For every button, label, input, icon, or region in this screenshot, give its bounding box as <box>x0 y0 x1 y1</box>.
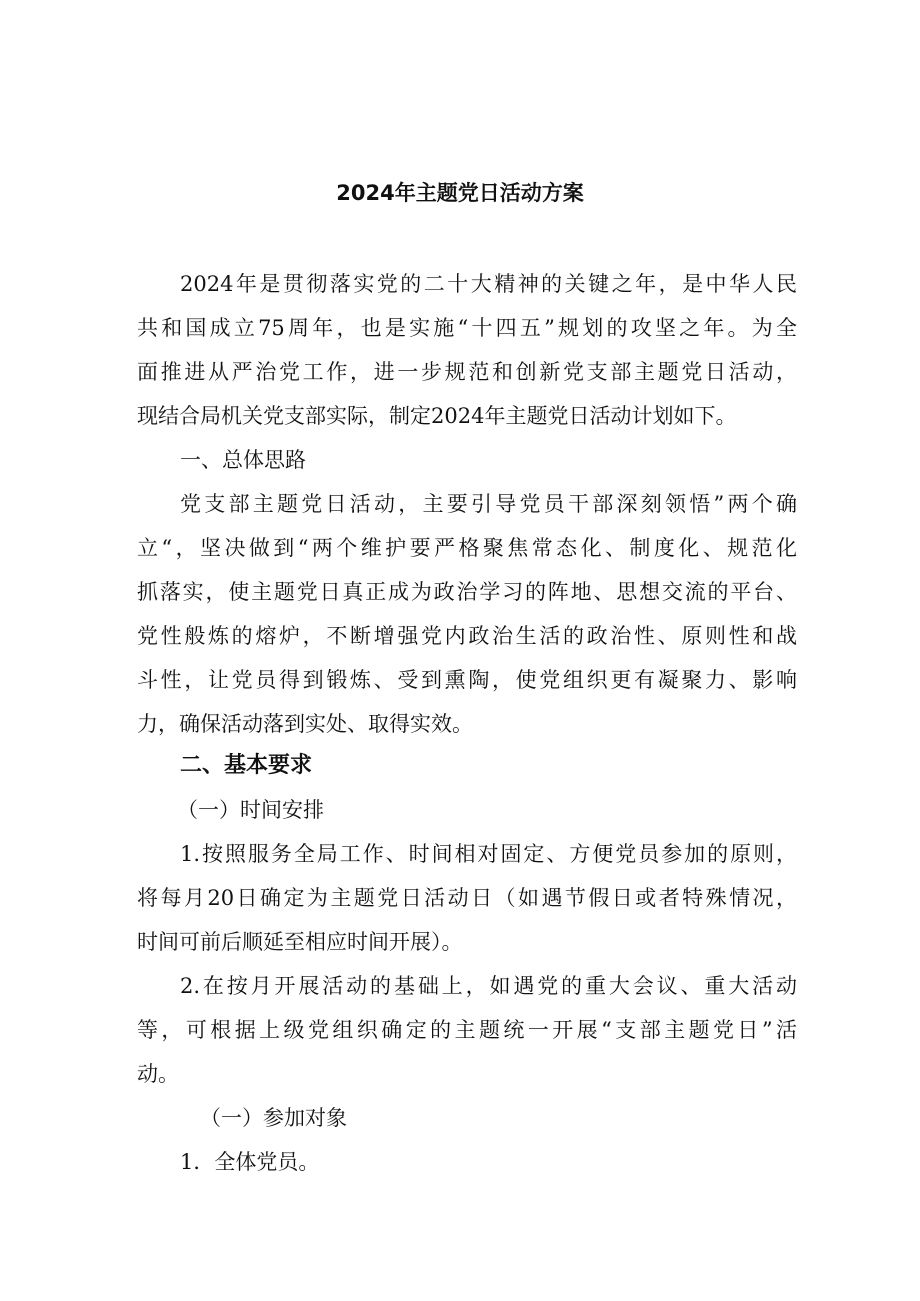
item2-line-2: 等，可根据上级党组织确定的主题统一开展“支部主题党日”活 <box>137 1018 797 1042</box>
item2-line-3: 动。 <box>137 1062 179 1086</box>
item2-line-1: 2.在按月开展活动的基础上，如遇党的重大会议、重大活动 <box>180 974 797 998</box>
sub2-heading: （一）参加对象 <box>200 1106 347 1130</box>
document-title: 2024年主题党日活动方案 <box>336 181 584 205</box>
item1-line-1: 1.按照服务全局工作、时间相对固定、方便党员参加的原则， <box>180 842 797 866</box>
section1-line-3: 抓落实，使主题党日真正成为政治学习的阵地、思想交流的平台、 <box>137 580 797 604</box>
item1-line-2: 将每月20日确定为主题党日活动日（如遇节假日或者特殊情况， <box>137 886 797 910</box>
item1-line-3: 时间可前后顺延至相应时间开展）。 <box>137 930 463 954</box>
intro-line-1: 2024年是贯彻落实党的二十大精神的关键之年，是中华人民 <box>180 272 797 296</box>
intro-line-4: 现结合局机关党支部实际，制定2024年主题党日活动计划如下。 <box>137 404 737 428</box>
section1-line-5: 斗性，让党员得到锻炼、受到熏陶，使党组织更有凝聚力、影响 <box>137 668 797 692</box>
item3-line: 1．全体党员。 <box>180 1150 320 1174</box>
intro-line-3: 面推进从严治党工作，进一步规范和创新党支部主题党日活动， <box>137 360 797 384</box>
section1-heading: 一、总体思路 <box>180 448 306 472</box>
section1-line-2: 立“，坚决做到“两个维护要严格聚焦常态化、制度化、规范化 <box>137 536 797 560</box>
sub1-heading: （一）时间安排 <box>177 798 324 822</box>
section1-line-6: 力，确保活动落到实处、取得实效。 <box>137 712 473 736</box>
intro-line-2: 共和国成立75周年，也是实施“十四五”规划的攻坚之年。为全 <box>137 316 797 340</box>
section1-line-4: 党性般炼的熔炉，不断增强党内政治生活的政治性、原则性和战 <box>137 624 797 648</box>
section2-heading: 二、基本要求 <box>180 753 313 778</box>
section1-line-1: 党支部主题党日活动，主要引导党员干部深刻领悟”两个确 <box>180 492 797 516</box>
